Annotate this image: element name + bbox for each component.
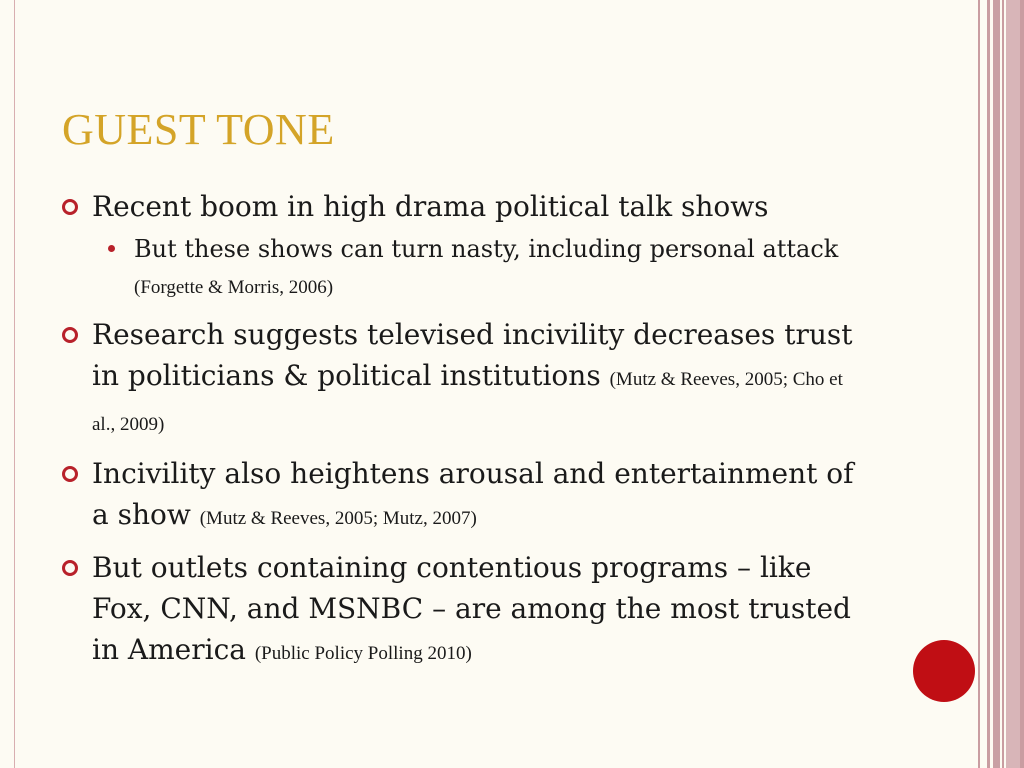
bullet-text: Recent boom in high drama political talk shows — [92, 190, 769, 223]
decorative-stripes — [978, 0, 1024, 768]
hollow-circle-icon — [62, 560, 78, 576]
bullet-item — [62, 186, 862, 227]
bullet-item — [62, 547, 862, 674]
citation: (Forgette & Morris, 2006) — [134, 277, 334, 298]
bullet-text: Research suggests televised incivility decreases trust in politicians & political institutions — [92, 318, 853, 392]
red-circle-icon — [913, 640, 975, 702]
stripe — [1006, 0, 1020, 768]
bullet-text: Incivility also heightens arousal and entertainment of a show — [92, 457, 854, 531]
stripe — [978, 0, 980, 768]
stripe — [1002, 0, 1004, 768]
stripe — [1020, 0, 1024, 768]
left-frame-line — [14, 0, 15, 768]
citation: (Mutz & Reeves, 2005; Mutz, 2007) — [199, 508, 477, 529]
bullet-item — [62, 453, 862, 539]
sub-bullet-text: But these shows can turn nasty, including personal attack — [134, 235, 839, 263]
hollow-circle-icon — [62, 199, 78, 215]
slide-title: GUEST TONE — [62, 105, 335, 154]
stripe — [987, 0, 990, 768]
stripe — [993, 0, 1000, 768]
hollow-circle-icon — [62, 327, 78, 343]
hollow-circle-icon — [62, 466, 78, 482]
slide-content — [62, 186, 862, 682]
dot-icon — [108, 245, 115, 252]
bullet-text: But outlets containing contentious programs – like Fox, CNN, and MSNBC – are among the most trusted in America — [92, 551, 851, 666]
citation: (Mutz & Reeves, 2005; Cho et al., 2009) — [92, 369, 843, 435]
bullet-item — [62, 314, 862, 445]
sub-bullet-item — [62, 231, 862, 306]
citation: (Public Policy Polling 2010) — [254, 643, 472, 664]
